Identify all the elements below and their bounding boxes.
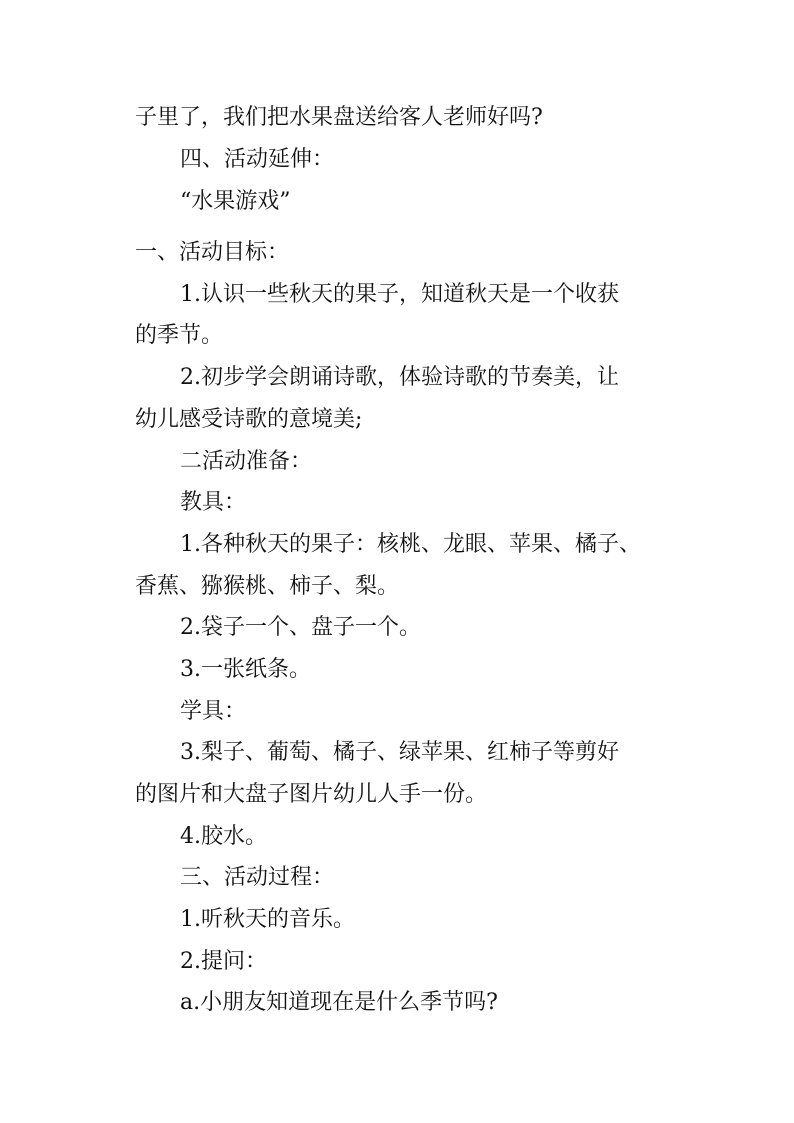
tool-3-line-1: 3.梨子、葡萄、橘子、绿苹果、红柿子等剪好	[180, 740, 619, 765]
goal-2-line-1: 2.初步学会朗诵诗歌，体验诗歌的节奏美，让	[180, 365, 619, 390]
goal-1-line-2: 的季节。	[135, 323, 224, 348]
question-a: a.小朋友知道现在是什么季节吗?	[180, 990, 498, 1015]
section-heading-extension: 四、活动延伸：	[180, 147, 335, 172]
process-step-2: 2.提问：	[180, 949, 267, 974]
section-heading-goals: 一、活动目标：	[135, 240, 290, 265]
section-heading-process: 三、活动过程：	[180, 865, 335, 890]
learning-tools-heading: 学具：	[180, 699, 247, 724]
tool-3-line-2: 的图片和大盘子图片幼儿人手一份。	[135, 782, 488, 807]
process-step-1: 1.听秋天的音乐。	[180, 907, 355, 932]
aid-1-line-1: 1.各种秋天的果子：核桃、龙眼、苹果、橘子、	[180, 532, 641, 557]
aid-2: 2.袋子一个、盘子一个。	[180, 615, 421, 640]
tool-4: 4.胶水。	[180, 824, 267, 849]
section-heading-preparation: 二活动准备：	[180, 449, 313, 474]
goal-1-line-1: 1.认识一些秋天的果子，知道秋天是一个收获	[180, 282, 619, 307]
activity-title: “水果游戏”	[180, 189, 291, 214]
aid-1-line-2: 香蕉、猕猴桃、柿子、梨。	[135, 574, 400, 599]
goal-2-line-2: 幼儿感受诗歌的意境美;	[135, 407, 363, 432]
aid-3: 3.一张纸条。	[180, 657, 311, 682]
text-line-1: 子里了，我们把水果盘送给客人老师好吗?	[135, 105, 543, 130]
teaching-aids-heading: 教具：	[180, 490, 247, 515]
